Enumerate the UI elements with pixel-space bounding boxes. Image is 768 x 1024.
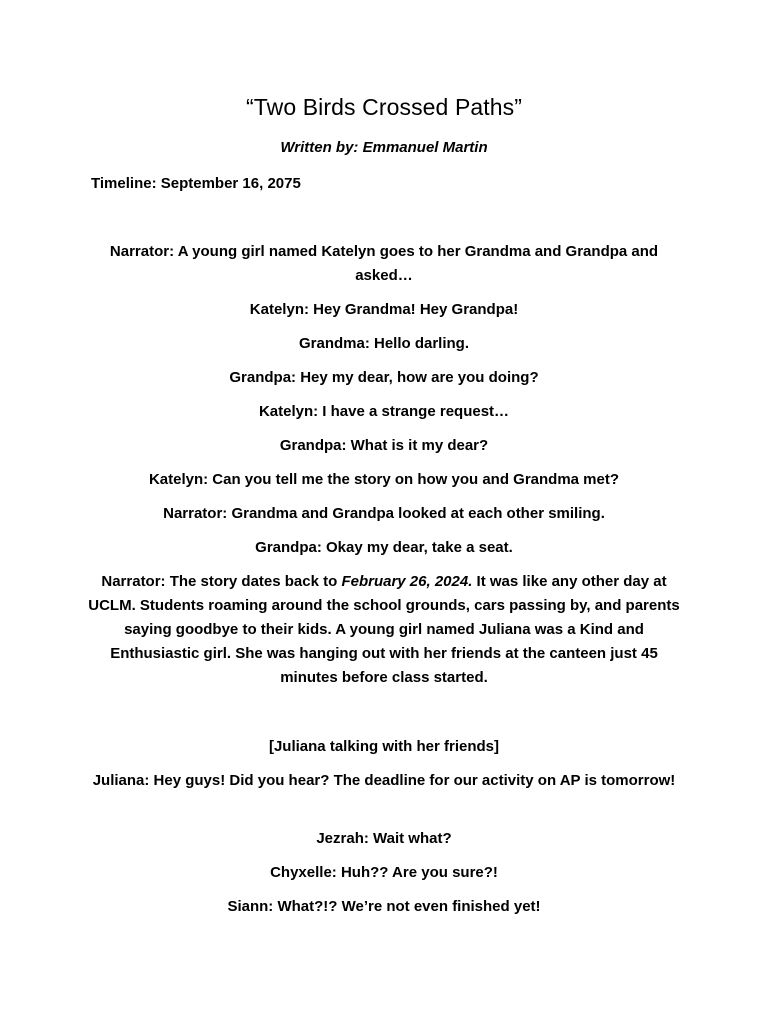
scene-direction: [Juliana talking with her friends] [268, 738, 500, 755]
dialogue-line: Chyxelle: Huh?? Are you sure?! [270, 864, 498, 881]
timeline-line: Timeline: September 16, 2075 [91, 175, 301, 192]
script-line: Narrator: Grandma and Grandpa looked at each other smiling. [163, 505, 605, 522]
dialogue-line: Juliana: Hey guys! Did you hear? The deadline for our activity on AP is tomorrow! [92, 772, 676, 789]
page-title: “Two Birds Crossed Paths” [245, 94, 523, 120]
narration-text-before: Narrator: The story dates back to [101, 573, 342, 590]
script-line: Grandma: Hello darling. [298, 335, 470, 352]
script-line: Katelyn: Hey Grandma! Hey Grandpa! [249, 301, 519, 318]
script-line: Grandpa: What is it my dear? [279, 437, 489, 454]
script-line: Katelyn: Can you tell me the story on how you and Grandma met? [148, 471, 620, 488]
narration-text-after: It was like any other day at UCLM. Students roaming around the school grounds, cars passing by, and parents saying goodbye to their kids. A young girl named Juliana was a Kind and Enthusiastic girl. She was hanging out with her friends at the canteen just 45 minutes before class started. [88, 573, 680, 686]
script-line: Grandpa: Okay my dear, take a seat. [255, 539, 513, 556]
narration-paragraph [80, 570, 688, 690]
narration-date: February 26, 2024. [341, 573, 473, 590]
author-byline: Written by: Emmanuel Martin [280, 139, 488, 156]
script-line: Grandpa: Hey my dear, how are you doing? [229, 369, 539, 386]
script-line: Narrator: A young girl named Katelyn goes to her Grandma and Grandpa and asked… [109, 243, 659, 284]
script-line: Katelyn: I have a strange request… [258, 403, 510, 420]
dialogue-line: Siann: What?!? We’re not even finished yet! [227, 898, 541, 915]
dialogue-line: Jezrah: Wait what? [316, 830, 452, 847]
